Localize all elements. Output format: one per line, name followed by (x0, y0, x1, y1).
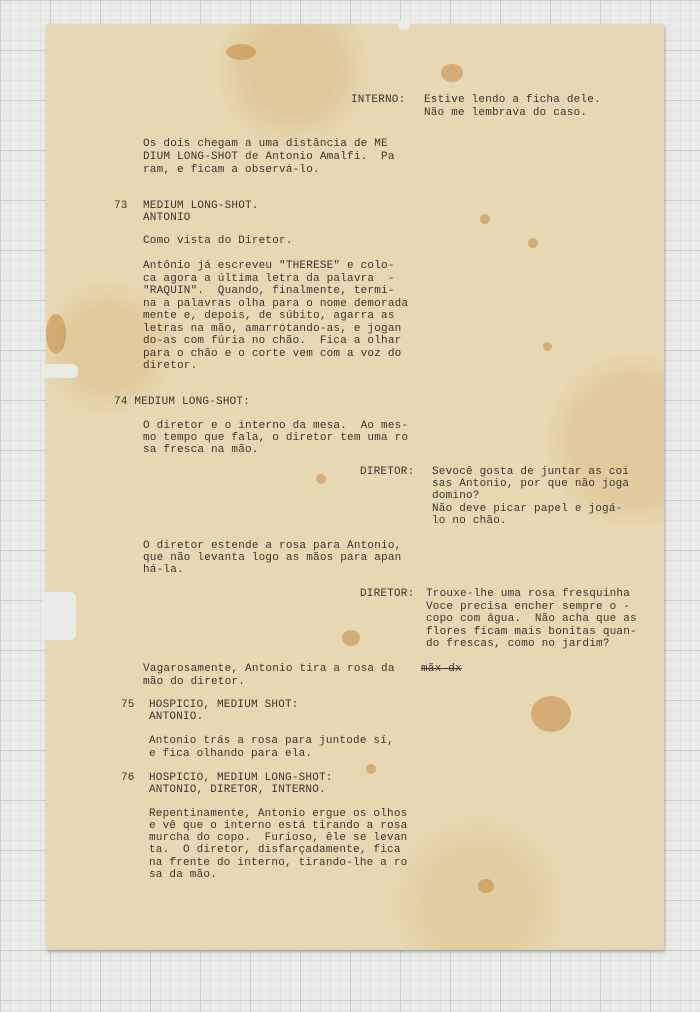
text-line: há-la. (143, 564, 184, 576)
text-line: Como vista do Diretor. (143, 235, 293, 247)
text-line: Antônio já escreveu "THERESE" e colo- (143, 260, 395, 272)
text-line: Estive lendo a ficha dele. (424, 94, 601, 106)
text-line: e fica olhando para ela. (149, 748, 313, 760)
text-line: ANTONIO (143, 212, 191, 224)
text-line: ANTONIO. (149, 711, 204, 723)
text-line: HOSPICIO, MEDIUM SHOT: (149, 699, 299, 711)
text-line: Antonio trás a rosa para juntode sí, (149, 735, 394, 747)
stain (528, 238, 538, 248)
text-line: HOSPICIO, MEDIUM LONG-SHOT: (149, 772, 333, 784)
text-line: Repentinamente, Antonio ergue os olhos (149, 808, 408, 820)
text-line: mo tempo que fala, o diretor tem uma ro (143, 432, 409, 444)
text-line: DIUM LONG-SHOT de Antonio Amalfi. Pa (143, 151, 395, 163)
stain (531, 696, 571, 732)
text-line: sa fresca na mão. (143, 444, 259, 456)
paper-tear (42, 592, 76, 640)
text-line: mente e, depois, de súbito, agarra as (143, 310, 395, 322)
text-line: e vê que o interno está tirando a rosa (149, 820, 408, 832)
stain (441, 64, 463, 82)
text-line: Não me lembrava do caso. (424, 107, 588, 119)
text-line: diretor. (143, 360, 198, 372)
text-line: 73 (114, 200, 128, 212)
text-line: INTERNO: (351, 94, 406, 106)
text-line: 75 (121, 699, 135, 711)
text-line: DIRETOR: (360, 466, 415, 478)
stain (480, 214, 490, 224)
text-line: mão do diretor. (143, 676, 246, 688)
text-line: para o chão e o corte vem com a voz do (143, 348, 402, 360)
stain (46, 314, 66, 354)
text-line: 74 MEDIUM LONG-SHOT: (114, 396, 251, 408)
text-line: ANTONIO, DIRETOR, INTERNO. (149, 784, 326, 796)
text-line: que não levanta logo as mãos para apan (143, 552, 402, 564)
text-line: letras na mão, amarrotando-as, e jogan (143, 323, 402, 335)
text-line: copo com água. Não acha que as (426, 613, 637, 625)
stain (543, 342, 552, 351)
text-line: Vagarosamente, Antonio tira a rosa da (143, 663, 402, 675)
text-line: murcha do copo. Furioso, êle se levan (149, 832, 408, 844)
text-line: na frente do interno, tirando-lhe a ro (149, 857, 408, 869)
text-line: 76 (121, 772, 135, 784)
text-line: lo no chão. (432, 515, 507, 527)
text-line: sas Antonio, por que não joga (432, 478, 630, 490)
text-line: MEDIUM LONG-SHOT. (143, 200, 259, 212)
text-line: "RAQUIN". Quando, finalmente, termi- (143, 285, 395, 297)
text-line: O diretor estende a rosa para Antonio, (143, 540, 402, 552)
text-line: O diretor e o interno da mesa. Ao mes- (143, 420, 409, 432)
struck-out-text: mãx dx (421, 663, 462, 675)
stain (478, 879, 494, 893)
text-line: flores ficam mais bonitas quan- (426, 626, 637, 638)
text-line: Os dois chegam a uma distância de ME (143, 138, 388, 150)
text-line: ta. O diretor, disfarçadamente, fica (149, 844, 401, 856)
stain (342, 630, 360, 646)
text-line: DIRETOR: (360, 588, 415, 600)
text-line: Sevocê gosta de juntar as coi (432, 466, 630, 478)
text-line: Voce precisa encher sempre o - (426, 601, 631, 613)
text-line: domino? (432, 490, 480, 502)
text-line: do-as com fúria no chão. Fica a olhar (143, 335, 402, 347)
text-line: Trouxe-lhe uma rosa fresquinha (426, 588, 631, 600)
text-line: sa da mão. (149, 869, 218, 881)
stain (316, 474, 326, 484)
text-line: ram, e ficam a observá-lo. (143, 164, 320, 176)
typewritten-script-page (46, 24, 664, 950)
paper-tear (42, 364, 78, 378)
text-line: na a palavras olha para o nome demorada (143, 298, 409, 310)
paper-tear (398, 20, 410, 30)
text-line: ca agora a última letra da palavra - (143, 273, 395, 285)
stain (226, 44, 256, 60)
stain (366, 764, 376, 774)
text-line: do frescas, como no jardim? (426, 638, 610, 650)
text-line: Não deve picar papel e jogá- (432, 503, 623, 515)
